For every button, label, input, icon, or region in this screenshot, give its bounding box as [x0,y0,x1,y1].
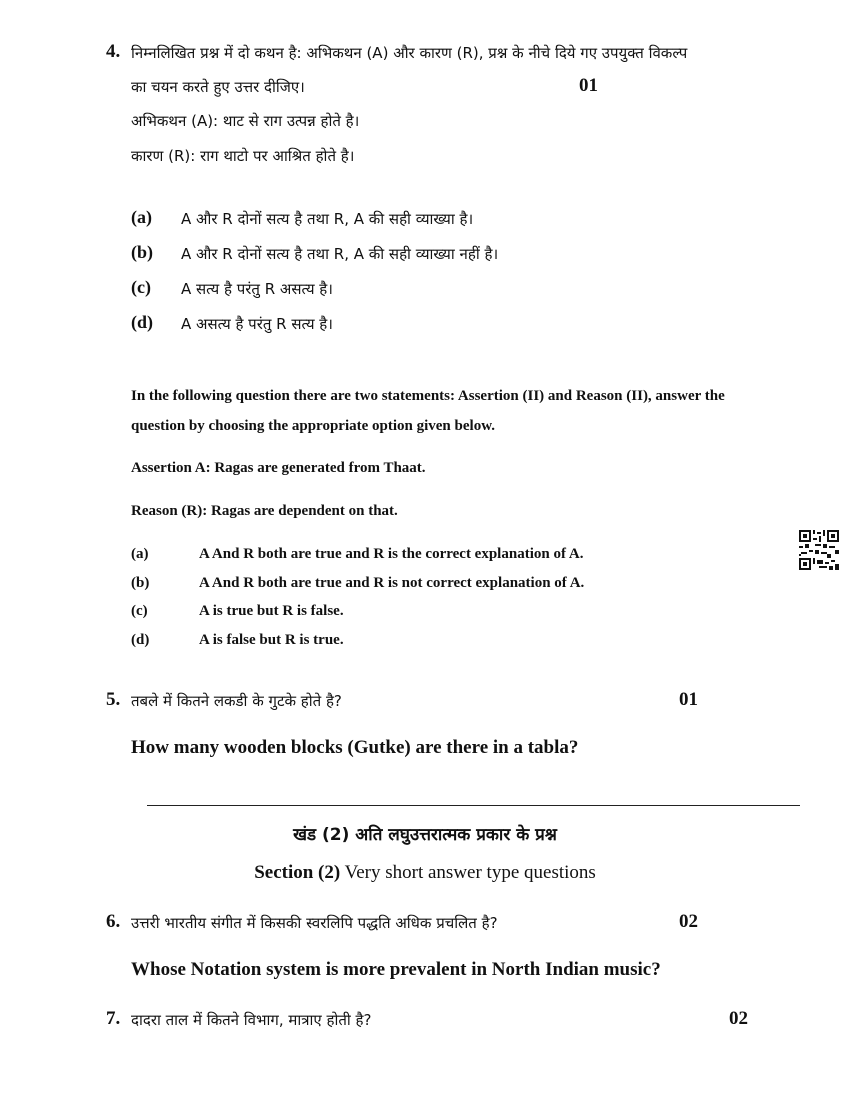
option-text-english: A is false but R is true. [199,632,344,648]
qr-code-icon [799,530,839,570]
question-number: 4. [106,41,121,62]
question-number: 5. [106,689,121,710]
reason-hindi: कारण (R): राग थाटो पर आश्रित होते है। [131,147,355,165]
section-title-english [0,862,850,884]
option-text-english: A And R both are true and R is not correct explanation of A. [199,575,585,591]
question-5-marks: 01 [679,689,698,710]
question-6-english: Whose Notation system is more prevalent in North Indian music? [131,959,661,980]
option-label: (c) [131,277,151,297]
option-label: (d) [131,632,150,648]
option-label: (a) [131,207,152,227]
assertion-hindi: अभिकथन (A): थाट से राग उत्पन्न होते है। [131,112,360,130]
question-5-hindi: तबले में कितने लकडी के गुटके होते है? [131,692,342,710]
question-6-hindi: उत्तरी भारतीय संगीत में किसकी स्वरलिपि पद्धति अधिक प्रचलित है? [131,914,498,932]
question-7-marks: 02 [729,1008,748,1029]
option-label: (d) [131,312,153,332]
option-label: (c) [131,603,148,619]
option-label: (a) [131,546,149,562]
option-text-english: A And R both are true and R is the correct explanation of A. [199,546,584,562]
question-4-hindi-line-1: निम्नलिखित प्रश्न में दो कथन है: अभिकथन (A) और कारण (R), प्रश्न के नीचे दिये गए उपयुक्त विकल्प [131,44,688,62]
option-label: (b) [131,242,153,262]
question-7-hindi: दादरा ताल में कितने विभाग, मात्राए होती है? [131,1011,372,1029]
question-4-hindi-line-2: का चयन करते हुए उत्तर दीजिए। [131,78,305,96]
question-number: 6. [106,911,121,932]
reason-english: Reason (R): Ragas are dependent on that. [131,503,398,519]
option-label: (b) [131,575,150,591]
question-4-english-line-2: question by choosing the appropriate option given below. [131,418,495,434]
question-number: 7. [106,1008,121,1029]
question-5-english: How many wooden blocks (Gutke) are there in a tabla? [131,737,579,758]
question-4-marks: 01 [579,75,598,96]
section-title-english-rest: Very short answer type questions [340,862,596,883]
option-text-hindi: A और R दोनों सत्य है तथा R, A की सही व्याख्या है। [181,210,474,228]
option-text-hindi: A असत्य है परंतु R सत्य है। [181,315,333,333]
section-title-hindi: खंड (2) अति लघुउत्तरात्मक प्रकार के प्रश्न [293,825,557,845]
assertion-english: Assertion A: Ragas are generated from Thaat. [131,460,426,476]
option-text-english: A is true but R is false. [199,603,344,619]
question-4-english-line-1: In the following question there are two statements: Assertion (II) and Reason (II), answer the [131,388,725,404]
question-6-marks: 02 [679,911,698,932]
section-divider [147,805,800,806]
option-text-hindi: A सत्य है परंतु R असत्य है। [181,280,333,298]
section-title-english-bold: Section (2) [254,862,341,883]
option-text-hindi: A और R दोनों सत्य है तथा R, A की सही व्याख्या नहीं है। [181,245,499,263]
